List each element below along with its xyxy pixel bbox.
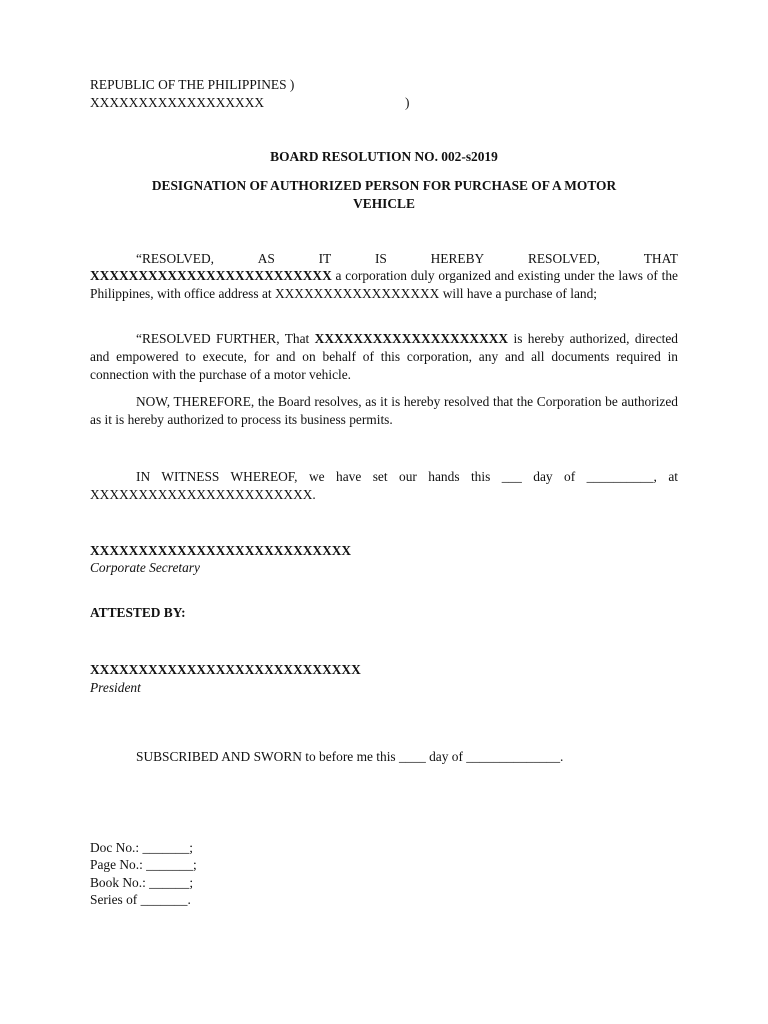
resolved-further-paragraph — [90, 330, 678, 384]
now-therefore-text: NOW, THEREFORE, the Board resolves, as it is hereby resolved that the Corporation be authorized as it is hereby authorized to process its business permits. — [90, 394, 678, 427]
president-name: XXXXXXXXXXXXXXXXXXXXXXXXXXXX — [90, 662, 361, 677]
now-therefore-paragraph — [90, 393, 678, 429]
resolved-paragraph — [90, 267, 678, 303]
series-of: Series of _______. — [90, 892, 191, 907]
book-no: Book No.: ______; — [90, 875, 194, 890]
corporation-name: XXXXXXXXXXXXXXXXXXXXXXXXX — [90, 268, 332, 283]
doc-no: Doc No.: _______; — [90, 840, 194, 855]
resolved-text: a corporation duly organized and existing under the laws of the Philippines, with office address at XXXXXXXXXXXXXXXXX will have a purchase of land; — [90, 268, 678, 301]
designation-title-line2: VEHICLE — [353, 196, 415, 211]
resolved-word: IT — [318, 251, 332, 266]
header-republic: REPUBLIC OF THE PHILIPPINES ) — [90, 77, 295, 92]
page-no: Page No.: _______; — [90, 857, 197, 872]
header-location: XXXXXXXXXXXXXXXXXX — [90, 95, 265, 110]
secretary-title: Corporate Secretary — [90, 560, 200, 575]
resolved-word: HEREBY — [430, 251, 485, 266]
witness-text: IN WITNESS WHEREOF, we have set our hands this ___ day of __________, at XXXXXXXXXXXXXXXXXXXXXXX. — [90, 469, 678, 502]
header-location-paren: ) — [405, 95, 410, 110]
attested-by-label: ATTESTED BY: — [90, 605, 186, 620]
authorized-person-name: XXXXXXXXXXXXXXXXXXXX — [314, 331, 509, 346]
resolved-word: IS — [374, 251, 387, 266]
designation-title-line1: DESIGNATION OF AUTHORIZED PERSON FOR PURCHASE OF A MOTOR — [151, 178, 617, 193]
resolved-word: THAT — [643, 251, 678, 266]
resolved-word: RESOLVED, — [527, 251, 600, 266]
witness-paragraph — [90, 468, 678, 504]
resolved-first-line — [136, 250, 678, 268]
president-title: President — [90, 680, 141, 695]
resolved-word: AS — [257, 251, 275, 266]
resolved-further-lead: “RESOLVED FURTHER, That — [136, 331, 315, 346]
subscribed-sworn-text: SUBSCRIBED AND SWORN to before me this ____ day of ______________. — [136, 749, 564, 764]
resolution-number: BOARD RESOLUTION NO. 002-s2019 — [270, 149, 498, 164]
resolved-further-text: is hereby authorized, directed and empowered to execute, for and on behalf of this corporation, any and all documents required in connection with the purchase of a motor vehicle. — [90, 331, 678, 382]
resolved-word: “RESOLVED, — [136, 251, 214, 266]
secretary-name: XXXXXXXXXXXXXXXXXXXXXXXXXXX — [90, 543, 352, 558]
